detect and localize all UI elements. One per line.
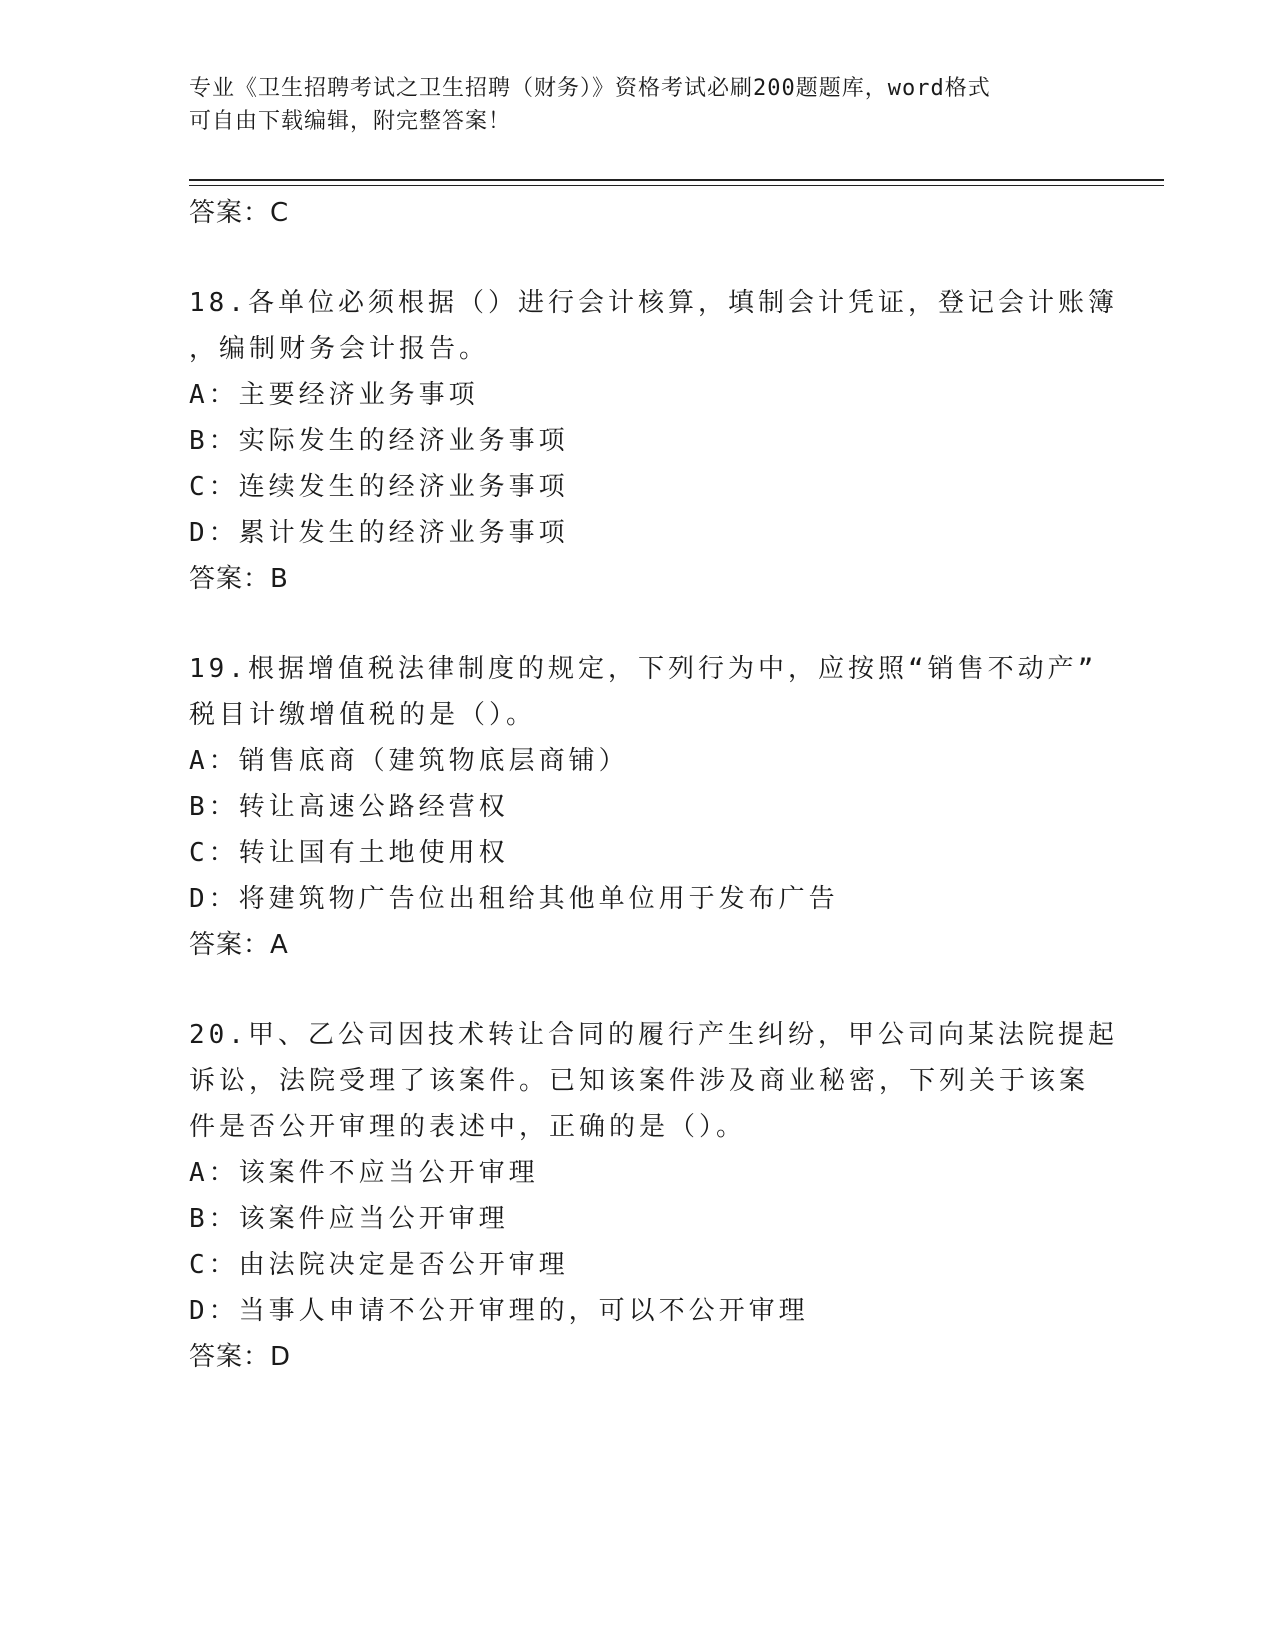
stem-line: ，编制财务会计报告。 <box>189 334 490 364</box>
header-line-2: 可自由下载编辑，附完整答案！ <box>189 109 512 134</box>
option-b: B：实际发生的经济业务事项 <box>189 426 569 456</box>
option-a: A：该案件不应当公开审理 <box>189 1158 539 1188</box>
stem-line: 19.根据增值税法律制度的规定，下列行为中，应按照“销售不动产” <box>189 654 1098 684</box>
stem-line: 件是否公开审理的表述中，正确的是（）。 <box>189 1112 747 1142</box>
question-stem <box>189 1012 1118 1150</box>
option-d: D：将建筑物广告位出租给其他单位用于发布广告 <box>189 884 839 914</box>
option-c: C：转让国有土地使用权 <box>189 838 509 868</box>
document-header <box>189 72 1089 138</box>
stem-line: 18.各单位必须根据（）进行会计核算，填制会计凭证，登记会计账簿 <box>189 288 1118 318</box>
header-divider-thin <box>189 185 1164 186</box>
question-18 <box>189 280 1118 602</box>
question-list <box>189 190 1118 1380</box>
option-a: A：主要经济业务事项 <box>189 380 479 410</box>
option-d: D：累计发生的经济业务事项 <box>189 518 569 548</box>
question-stem <box>189 280 1118 372</box>
question-stem <box>189 646 1109 738</box>
option-b: B：该案件应当公开审理 <box>189 1204 509 1234</box>
option-b: B：转让高速公路经营权 <box>189 792 509 822</box>
previous-answer: 答案：C <box>189 198 290 228</box>
option-c: C：连续发生的经济业务事项 <box>189 472 569 502</box>
option-d: D：当事人申请不公开审理的，可以不公开审理 <box>189 1296 809 1326</box>
stem-line: 税目计缴增值税的是（）。 <box>189 700 537 730</box>
answer: 答案：A <box>189 930 289 960</box>
question-19 <box>189 646 1109 968</box>
header-divider-thick <box>189 179 1164 181</box>
option-c: C：由法院决定是否公开审理 <box>189 1250 569 1280</box>
answer: 答案：D <box>189 1342 292 1372</box>
header-line-1: 专业《卫生招聘考试之卫生招聘（财务）》资格考试必刷200题题库，word格式 <box>189 76 991 101</box>
option-a: A：销售底商（建筑物底层商铺） <box>189 746 629 776</box>
answer: 答案：B <box>189 564 289 594</box>
stem-line: 诉讼，法院受理了该案件。已知该案件涉及商业秘密，下列关于该案 <box>189 1066 1090 1096</box>
question-20 <box>189 1012 1118 1380</box>
stem-line: 20.甲、乙公司因技术转让合同的履行产生纠纷，甲公司向某法院提起 <box>189 1020 1118 1050</box>
